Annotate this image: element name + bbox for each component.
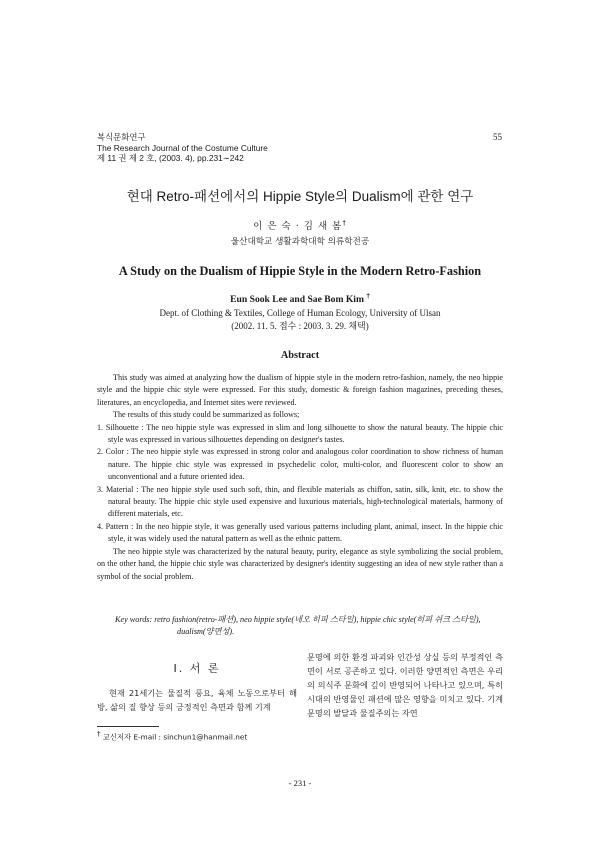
footnote	[97, 730, 247, 742]
affiliation-english-block	[0, 307, 600, 333]
affiliation-korean: 울산대학교 생활과학대학 의류학전공	[230, 237, 370, 247]
intro-left-column	[97, 686, 297, 714]
keywords-line-2: dualism(양면성).	[177, 627, 235, 636]
abstract-heading: Abstract	[280, 350, 320, 361]
corresponding-author-mark-en: †	[366, 292, 370, 300]
intro-right-column: 문명에 의한 환경 파괴와 인간성 상실 등의 부정적인 측면이 서로 공존하고 있다. 이러한 양면적인 측면은 우리의 의식주 문화에 깊이 반영되어 나타나고 있으며, 특히 시대의 반영물인 패션에 많은 영향을 미치고 있다. 기계 문명의 발달과 물질주의는 자연	[307, 652, 503, 718]
title-korean: 현대 Retro-패션에서의 Hippie Style의 Dualism에 관한 연구	[126, 189, 474, 204]
journal-header	[97, 132, 268, 164]
abstract-paragraph-1: This study was aimed at analyzing how the dualism of hippie style in the modern retro-fashion, namely, the neo hippie style and the hippie chic style were expressed. For this study, domestic & foreign fashion magazines, preceding theses, literatures, an encyclopedia, and Internet sites were reviewed.	[97, 373, 503, 407]
title-english: A Study on the Dualism of Hippie Style in the Modern Retro-Fashion	[118, 264, 482, 278]
affiliation-english: Dept. of Clothing & Textiles, College of Human Ecology, University of Ulsan	[159, 308, 441, 318]
footer-page-number: - 231 -	[288, 778, 312, 788]
abstract-paragraph-2: The results of this study could be summarized as follows;	[113, 410, 300, 420]
abstract-item-color: 2. Color : The neo hippie style was expressed in strong color and analogous color coordination to show richness of human nature. The hippie chic style was expressed in psychedelic color, multi-color, and fluorescent color to show an unconventional and a future oriented idea.	[97, 447, 503, 482]
received-accepted-dates: (2002. 11. 5. 접수 : 2003. 3. 29. 채택)	[231, 321, 369, 331]
page-number: 55	[493, 132, 502, 142]
section-heading-introduction: Ⅰ. 서 론	[173, 662, 221, 675]
abstract-body	[97, 372, 503, 583]
abstract-item-material: 3. Material : The neo hippie style used such soft, thin, and flexible materials as chiffon, satin, silk, knit, etc. to show the natural beauty. The hippie chic style used expensive and luxurious materials, high-technological materials, harmony of different materials, etc.	[97, 484, 503, 519]
journal-name-ko: 복식문화연구	[97, 132, 146, 142]
journal-issue: 제 11 권 제 2 호, (2003. 4), pp.231∼242	[97, 153, 244, 163]
authors-korean-names: 이 은 숙 · 김 새 봄	[253, 221, 343, 232]
corresponding-author-mark: †	[342, 218, 347, 227]
abstract-paragraph-3: The neo hippie style was characterized by the natural beauty, purity, elegance as style symbolizing the social problem, on the other hand, the hippie chic style was characterized by designer's identity suggesting an idea of new style rather than a symbol of the social problem.	[97, 546, 503, 581]
authors-korean	[0, 218, 600, 232]
keywords-line-1: Key words: retro fashion(retro-패션), neo hippie style(네오 히피 스타일), hippie chic style(히피 쉬크 스타일),	[115, 615, 481, 624]
abstract-item-pattern: 4. Pattern : In the neo hippie style, it was generally used various patterns including plant, animal, insect. In the hippie chic style, it was widely used the natural pattern as well as the ethnic pattern.	[97, 521, 503, 544]
journal-name-en: The Research Journal of the Costume Culture	[97, 142, 268, 153]
authors-english	[0, 292, 600, 305]
abstract-item-silhouette: 1. Silhouette : The neo hippie style was expressed in slim and long silhouette to show the natural beauty. The hippie chic style was expressed in various silhouettes depending on designer's tastes.	[97, 422, 503, 445]
keywords	[115, 614, 505, 638]
authors-english-names: Eun Sook Lee and Sae Bom Kim	[230, 294, 364, 306]
footnote-text: 교신저자 E-mail : sinchun1@hanmail.net	[102, 732, 248, 742]
footnote-divider	[97, 726, 159, 727]
footnote-mark: †	[97, 730, 101, 738]
intro-left-text: 현재 21세기는 물질적 풍요, 육체 노동으로부터 해방, 삶의 질 향상 등의 긍정적인 측면과 함께 기계	[97, 688, 297, 712]
